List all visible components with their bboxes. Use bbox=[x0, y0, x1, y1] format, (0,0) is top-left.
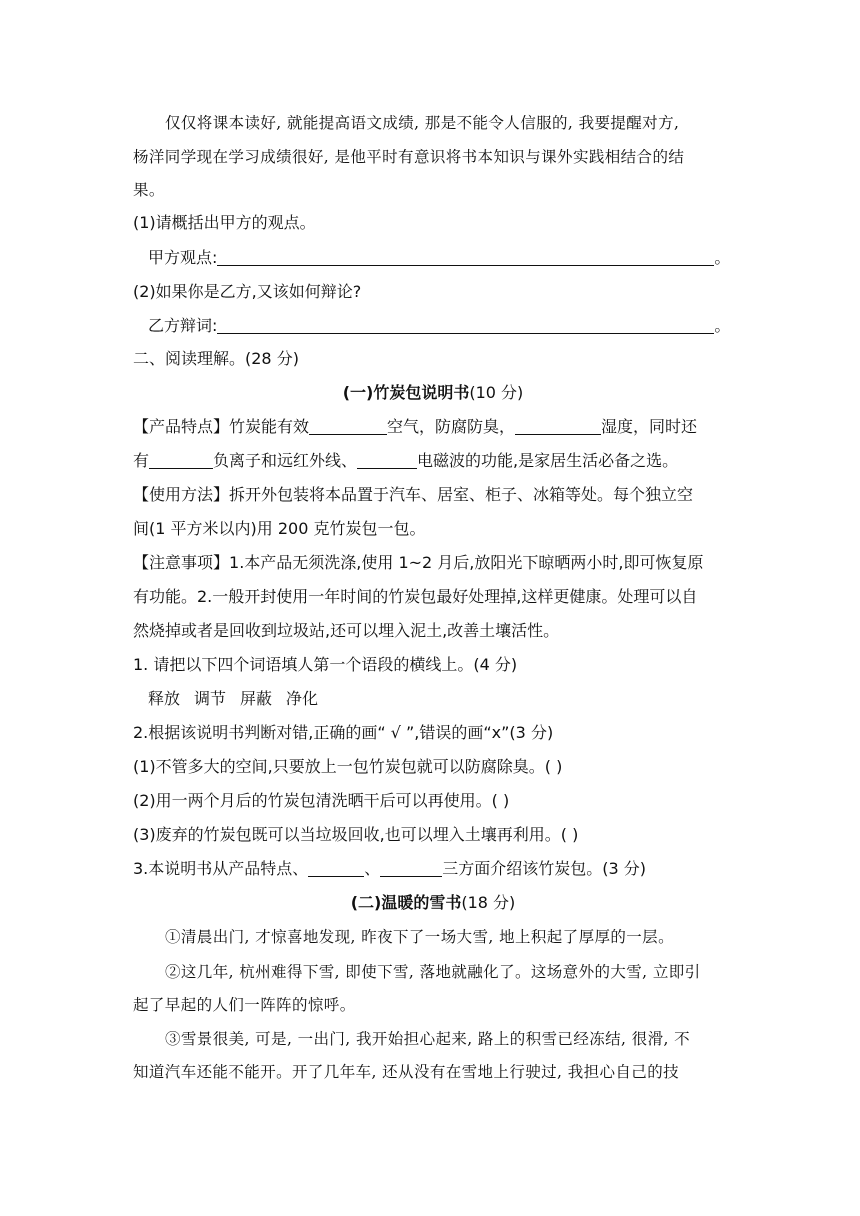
question-2-answer-line bbox=[133, 316, 733, 336]
reading-question-3 bbox=[133, 859, 733, 879]
passage-line-3: 果。 bbox=[133, 181, 165, 199]
question-2-prompt: (2)如果你是乙方,又该如何辩论? bbox=[133, 282, 362, 301]
features-text: 湿度，同时还 bbox=[601, 417, 698, 436]
part-2-title bbox=[133, 893, 733, 913]
answer-end: 。 bbox=[714, 248, 731, 267]
fill-blank-3[interactable] bbox=[149, 452, 213, 469]
fill-blank-4[interactable] bbox=[357, 452, 417, 469]
answer-blank[interactable] bbox=[217, 317, 714, 334]
question-1-prompt: (1)请概括出甲方的观点。 bbox=[133, 213, 316, 232]
usage-tag: 【使用方法】 bbox=[133, 485, 230, 504]
part-1-title-main: (一)竹炭包说明书 bbox=[342, 383, 470, 402]
part-2-title-main: (二)温暖的雪书 bbox=[350, 893, 462, 912]
question-text: 三方面介绍该竹炭包。(3 分) bbox=[442, 859, 647, 878]
answer-label: 甲方观点: bbox=[148, 248, 218, 267]
features-text: 电磁波的功能,是家居生活必备之选。 bbox=[417, 451, 679, 470]
fill-blank-2[interactable] bbox=[515, 418, 601, 435]
features-text: 竹炭能有效 bbox=[229, 417, 310, 436]
question-1-answer-line bbox=[133, 248, 733, 268]
passage-line-2: 杨洋同学现在学习成绩很好, 是他平时有意识将书本知识与课外实践相结合的结 bbox=[133, 148, 685, 166]
notes-line-1 bbox=[133, 553, 733, 573]
story-paragraph-1-line-1: ①清晨出门, 才惊喜地发现, 昨夜下了一场大雪, 地上积起了厚厚的一层。 bbox=[165, 928, 674, 946]
usage-text: 拆开外包装将本品置于汽车、居室、柜子、冰箱等处。每个独立空 bbox=[229, 485, 694, 504]
reading-question-2: 2.根据该说明书判断对错,正确的画“ √ ”,错误的画“x”(3 分) bbox=[133, 723, 554, 742]
story-paragraph-2-line-2: 起了早起的人们一阵阵的惊呼。 bbox=[133, 996, 356, 1014]
fill-blank-5[interactable] bbox=[308, 860, 364, 877]
word-bank-item: 净化 bbox=[286, 689, 319, 708]
story-paragraph-3-line-2: 知道汽车还能不能开。开了几年车, 还从没有在雪地上行驶过, 我担心自己的技 bbox=[133, 1063, 680, 1081]
passage-line-1: 仅仅将课本读好, 就能提高语文成绩, 那是不能令人信服的, 我要提醒对方, bbox=[165, 114, 680, 132]
question-text: 、 bbox=[364, 859, 381, 878]
story-paragraph-3-line-1: ③雪景很美, 可是, 一出门, 我开始担心起来, 路上的积雪已经冻结, 很滑, 不 bbox=[165, 1030, 691, 1048]
judgment-item-3: (3)废弃的竹炭包既可以当垃圾回收,也可以埋入土壤再利用。( ) bbox=[133, 825, 579, 844]
notes-line-2: 有功能。2.一般开封使用一年时间的竹炭包最好处理掉,这样更健康。处理可以自 bbox=[133, 587, 698, 606]
reading-question-1: 1. 请把以下四个词语填人第一个语段的横线上。(4 分) bbox=[133, 655, 518, 674]
story-paragraph-2-line-1: ②这几年, 杭州难得下雪, 即使下雪, 落地就融化了。这场意外的大雪, 立即引 bbox=[165, 963, 701, 981]
answer-end: 。 bbox=[714, 316, 731, 335]
features-tag: 【产品特点】 bbox=[133, 417, 230, 436]
features-line-2 bbox=[133, 451, 733, 471]
question-text: 3.本说明书从产品特点、 bbox=[133, 859, 309, 878]
word-bank-item: 释放 bbox=[148, 689, 181, 708]
judgment-item-2: (2)用一两个月后的竹炭包清洗晒干后可以再使用。( ) bbox=[133, 791, 510, 810]
part-2-title-score: (18 分) bbox=[461, 893, 516, 912]
notes-text: 1.本产品无须洗涤,使用 1~2 月后,放阳光下晾晒两小时,即可恢复原 bbox=[229, 553, 704, 572]
usage-line-2: 间(1 平方米以内)用 200 克竹炭包一包。 bbox=[133, 519, 426, 538]
notes-line-3: 然烧掉或者是回收到垃圾站,还可以埋入泥土,改善土壤活性。 bbox=[133, 621, 560, 640]
features-text: 有 bbox=[133, 451, 150, 470]
word-bank-item: 调节 bbox=[194, 689, 227, 708]
word-bank bbox=[133, 689, 733, 709]
judgment-item-1: (1)不管多大的空间,只要放上一包竹炭包就可以防腐除臭。( ) bbox=[133, 757, 563, 776]
usage-line-1 bbox=[133, 485, 733, 505]
answer-blank[interactable] bbox=[217, 249, 714, 266]
features-text: 负离子和远红外线、 bbox=[213, 451, 358, 470]
section-heading: 二、阅读理解。(28 分) bbox=[133, 349, 299, 368]
answer-label: 乙方辩词: bbox=[148, 316, 218, 335]
features-text: 空气，防腐防臭， bbox=[387, 417, 516, 436]
features-line-1 bbox=[133, 417, 733, 437]
word-bank-item: 屏蔽 bbox=[240, 689, 273, 708]
part-1-title bbox=[133, 383, 733, 403]
notes-tag: 【注意事项】 bbox=[133, 553, 230, 572]
fill-blank-1[interactable] bbox=[309, 418, 387, 435]
fill-blank-6[interactable] bbox=[380, 860, 442, 877]
part-1-title-score: (10 分) bbox=[469, 383, 524, 402]
